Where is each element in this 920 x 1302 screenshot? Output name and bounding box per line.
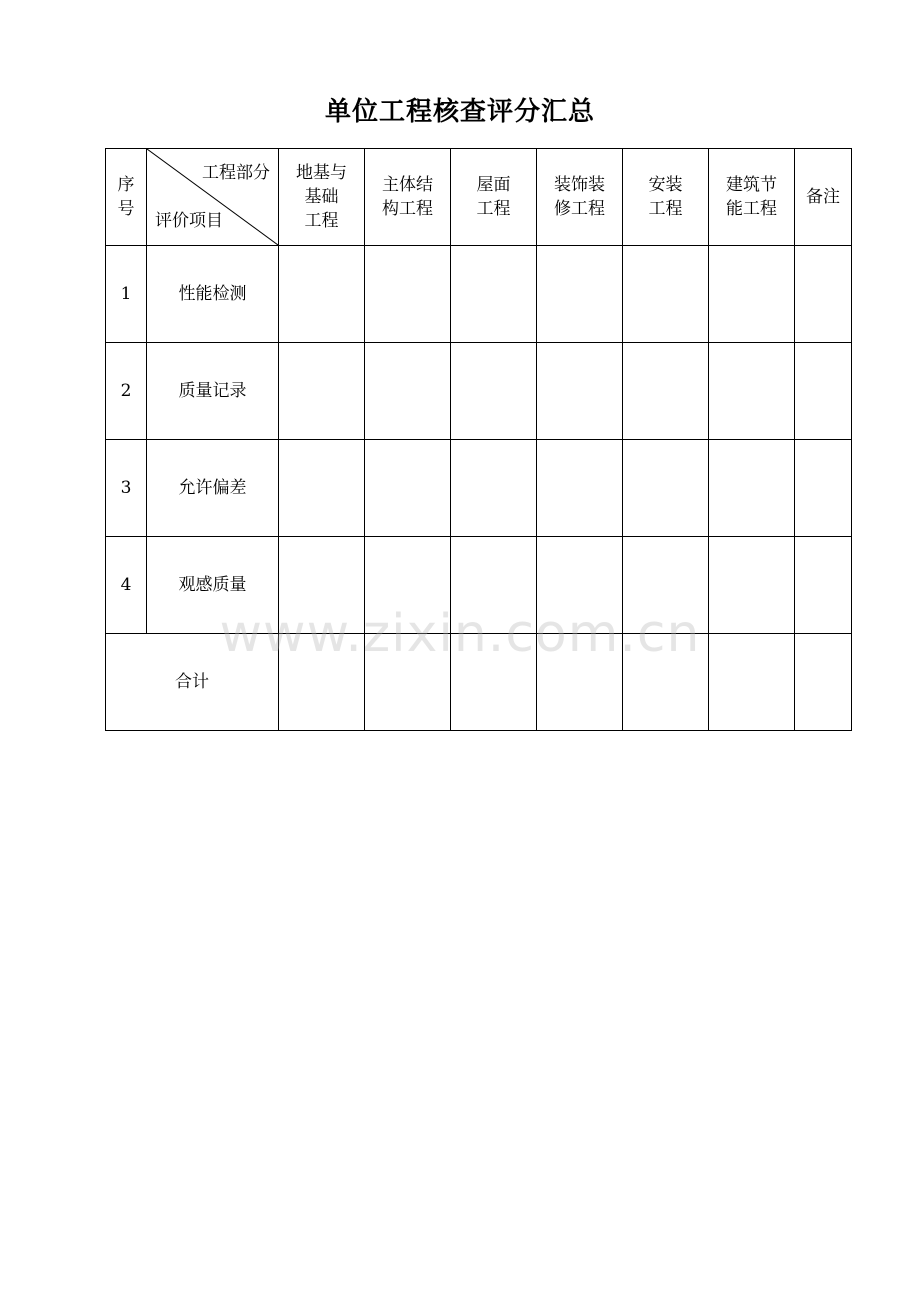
diag-label-section: 工程部分 (202, 163, 270, 183)
total-cell[interactable] (365, 634, 451, 731)
score-cell[interactable] (537, 343, 623, 440)
row-item: 观感质量 (147, 537, 279, 634)
row-seq: 2 (106, 343, 147, 440)
score-cell[interactable] (709, 440, 795, 537)
total-cell[interactable] (279, 634, 365, 731)
score-cell[interactable] (709, 537, 795, 634)
score-cell[interactable] (709, 343, 795, 440)
score-cell[interactable] (623, 537, 709, 634)
score-summary-table (105, 148, 852, 731)
score-cell[interactable] (623, 440, 709, 537)
row-seq: 3 (106, 440, 147, 537)
score-cell[interactable] (365, 537, 451, 634)
total-cell[interactable] (537, 634, 623, 731)
score-cell[interactable] (623, 343, 709, 440)
seq-header: 序 号 (106, 149, 147, 246)
score-cell[interactable] (451, 246, 537, 343)
remark-cell[interactable] (795, 440, 852, 537)
col-header-energy: 建筑节 能工程 (709, 149, 795, 246)
remark-cell[interactable] (795, 634, 852, 731)
table-row (106, 246, 852, 343)
col-header-decoration: 装饰装 修工程 (537, 149, 623, 246)
row-seq: 4 (106, 537, 147, 634)
total-cell[interactable] (451, 634, 537, 731)
col-header-foundation: 地基与 基础 工程 (279, 149, 365, 246)
col-header-structure: 主体结 构工程 (365, 149, 451, 246)
score-cell[interactable] (537, 246, 623, 343)
header-row (106, 149, 852, 246)
score-cell[interactable] (451, 440, 537, 537)
row-item: 允许偏差 (147, 440, 279, 537)
table-row (106, 343, 852, 440)
score-cell[interactable] (709, 246, 795, 343)
table-row (106, 440, 852, 537)
col-header-roof: 屋面 工程 (451, 149, 537, 246)
diag-label-item: 评价项目 (155, 211, 223, 231)
total-cell[interactable] (623, 634, 709, 731)
total-row (106, 634, 852, 731)
diagonal-header (147, 149, 279, 246)
score-cell[interactable] (623, 246, 709, 343)
score-cell[interactable] (279, 343, 365, 440)
score-cell[interactable] (279, 440, 365, 537)
score-cell[interactable] (451, 537, 537, 634)
col-header-remarks: 备注 (795, 149, 852, 246)
score-cell[interactable] (279, 537, 365, 634)
row-item: 性能检测 (147, 246, 279, 343)
score-cell[interactable] (365, 246, 451, 343)
watermark: www.zixin.com.cn (219, 604, 701, 664)
row-seq: 1 (106, 246, 147, 343)
score-cell[interactable] (365, 440, 451, 537)
score-cell[interactable] (537, 440, 623, 537)
score-cell[interactable] (365, 343, 451, 440)
remark-cell[interactable] (795, 537, 852, 634)
total-cell[interactable] (709, 634, 795, 731)
table-row (106, 537, 852, 634)
remark-cell[interactable] (795, 343, 852, 440)
score-cell[interactable] (537, 537, 623, 634)
row-item: 质量记录 (147, 343, 279, 440)
total-label: 合计 (106, 634, 279, 731)
col-header-installation: 安装 工程 (623, 149, 709, 246)
score-cell[interactable] (451, 343, 537, 440)
score-cell[interactable] (279, 246, 365, 343)
remark-cell[interactable] (795, 246, 852, 343)
page-title: 单位工程核查评分汇总 (324, 97, 595, 127)
